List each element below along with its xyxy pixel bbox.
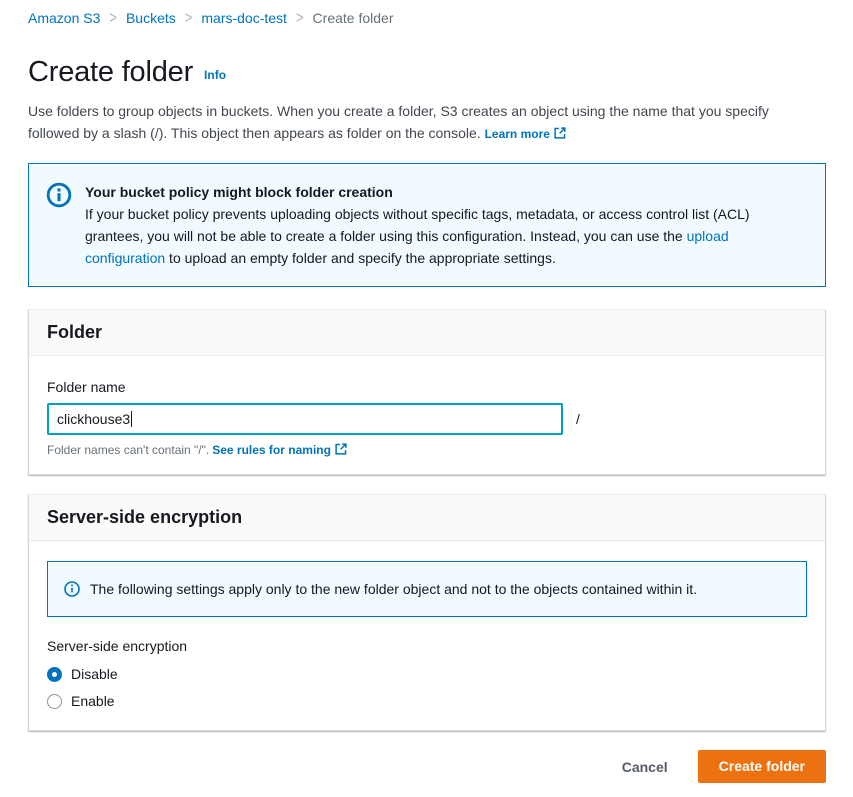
info-circle-icon <box>46 182 72 208</box>
folder-section-body <box>29 356 825 474</box>
alert-content <box>85 181 805 269</box>
external-link-icon <box>554 127 566 139</box>
folder-name-input[interactable] <box>47 403 563 435</box>
alert-body: If your bucket policy prevents uploading objects without specific tags, metadata, or access control list (ACL) grantees, you will not be able to create a folder using this configuration. Instead, you can use the upload configuration to upload an empty folder and specify the appropriate settings. <box>85 206 750 266</box>
folder-name-constraint: Folder names can't contain "/". See rules for naming <box>47 442 805 458</box>
text-cursor <box>131 411 132 427</box>
page-header <box>28 55 826 89</box>
encryption-section <box>28 494 826 731</box>
encryption-info-text: The following settings apply only to the new folder object and not to the objects contained within it. <box>90 581 698 597</box>
breadcrumb-separator-icon: > <box>109 8 117 27</box>
info-circle-icon <box>64 581 80 597</box>
upload-configuration-link[interactable]: upload configuration <box>85 228 729 266</box>
folder-name-row <box>47 403 805 435</box>
alert-title: Your bucket policy might block folder creation <box>85 184 393 200</box>
encryption-radio-group <box>47 665 805 710</box>
breadcrumb-bucket-name[interactable]: mars-doc-test <box>201 10 287 26</box>
learn-more-link[interactable]: Learn more <box>485 127 566 141</box>
cancel-button[interactable]: Cancel <box>621 758 668 775</box>
folder-section <box>28 309 826 475</box>
info-link[interactable]: Info <box>204 68 227 82</box>
breadcrumb-separator-icon: > <box>295 8 304 27</box>
radio-option-enable-label: Enable <box>71 693 115 709</box>
radio-unselected-icon[interactable] <box>47 694 62 709</box>
external-link-icon <box>335 443 347 455</box>
intro-text <box>28 100 810 145</box>
breadcrumb-buckets[interactable]: Buckets <box>125 10 176 26</box>
folder-name-label: Folder name <box>47 379 126 395</box>
encryption-field-label: Server-side encryption <box>47 638 188 654</box>
slash-suffix: / <box>576 411 580 427</box>
folder-section-header <box>29 310 825 356</box>
radio-option-disable[interactable] <box>47 665 805 683</box>
create-folder-button[interactable]: Create folder <box>698 750 826 783</box>
folder-name-value: clickhouse3 <box>57 411 131 427</box>
folder-section-title: Folder <box>47 322 103 342</box>
encryption-section-header <box>29 495 825 541</box>
radio-selected-icon[interactable] <box>47 667 62 682</box>
footer-actions <box>28 750 826 797</box>
breadcrumb <box>28 10 826 26</box>
breadcrumb-current-page: Create folder <box>312 10 394 26</box>
encryption-section-title: Server-side encryption <box>47 507 243 527</box>
encryption-section-body <box>29 541 825 730</box>
encryption-info-box <box>47 561 807 617</box>
breadcrumb-amazon-s3[interactable]: Amazon S3 <box>28 10 101 26</box>
breadcrumb-separator-icon: > <box>184 8 193 27</box>
page-title: Create folder <box>28 56 194 88</box>
radio-option-disable-label: Disable <box>71 666 118 682</box>
bucket-policy-alert <box>28 163 826 287</box>
radio-option-enable[interactable] <box>47 692 805 710</box>
intro-description: Use folders to group objects in buckets. When you create a folder, S3 creates an object using the name that you specify followed by a slash (/). This object then appears as folder on the console. <box>28 103 769 141</box>
naming-rules-link[interactable]: See rules for naming <box>212 443 347 457</box>
